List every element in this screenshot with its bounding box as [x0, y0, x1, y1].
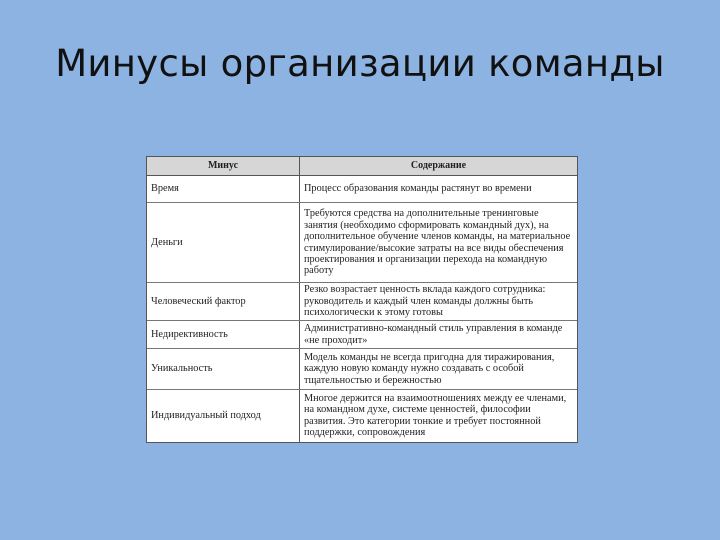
- table-row: [147, 349, 577, 390]
- row-minus: Уникальность: [147, 349, 300, 390]
- row-minus: Человеческий фактор: [147, 283, 300, 321]
- row-minus: Недирективность: [147, 321, 300, 349]
- row-content: Административно-командный стиль управления в команде «не проходит»: [300, 321, 578, 349]
- table-row: [147, 283, 577, 321]
- minuses-table: [146, 156, 578, 443]
- row-content: Многое держится на взаимоотношениях между ее членами, на командном духе, системе ценностей, философии развития. Это категории тонкие и требует постоянной поддержки, сопровождения: [304, 392, 567, 439]
- table-header-row: [147, 157, 577, 176]
- table-row: [147, 203, 577, 283]
- row-minus: Время: [147, 176, 300, 203]
- header-content: Содержание: [300, 157, 578, 176]
- header-minus: Минус: [147, 157, 300, 176]
- row-content: Резко возрастает ценность вклада каждого сотрудника: руководитель и каждый член команды должны быть психологически к этому готовы: [300, 283, 578, 321]
- row-content: Требуются средства на дополнительные тренинговые занятия (необходимо сформировать командный дух), на дополнительное обучение членов команды, на материальное стимулирование/высокие затраты на все виды обеспечения проектирования и организации перехода на командную работу: [300, 203, 578, 283]
- slide-title: Минусы организации команды: [55, 42, 665, 85]
- row-content: Процесс образования команды растянут во времени: [300, 176, 578, 203]
- table-row: [147, 176, 577, 203]
- row-minus: Индивидуальный подход: [147, 390, 300, 442]
- table-row: [147, 321, 577, 349]
- row-content: Модель команды не всегда пригодна для тиражирования, каждую новую команду нужно создавать с особой тщательностью и бережностью: [300, 349, 578, 390]
- table-row: [147, 390, 577, 442]
- row-minus: Деньги: [147, 203, 300, 283]
